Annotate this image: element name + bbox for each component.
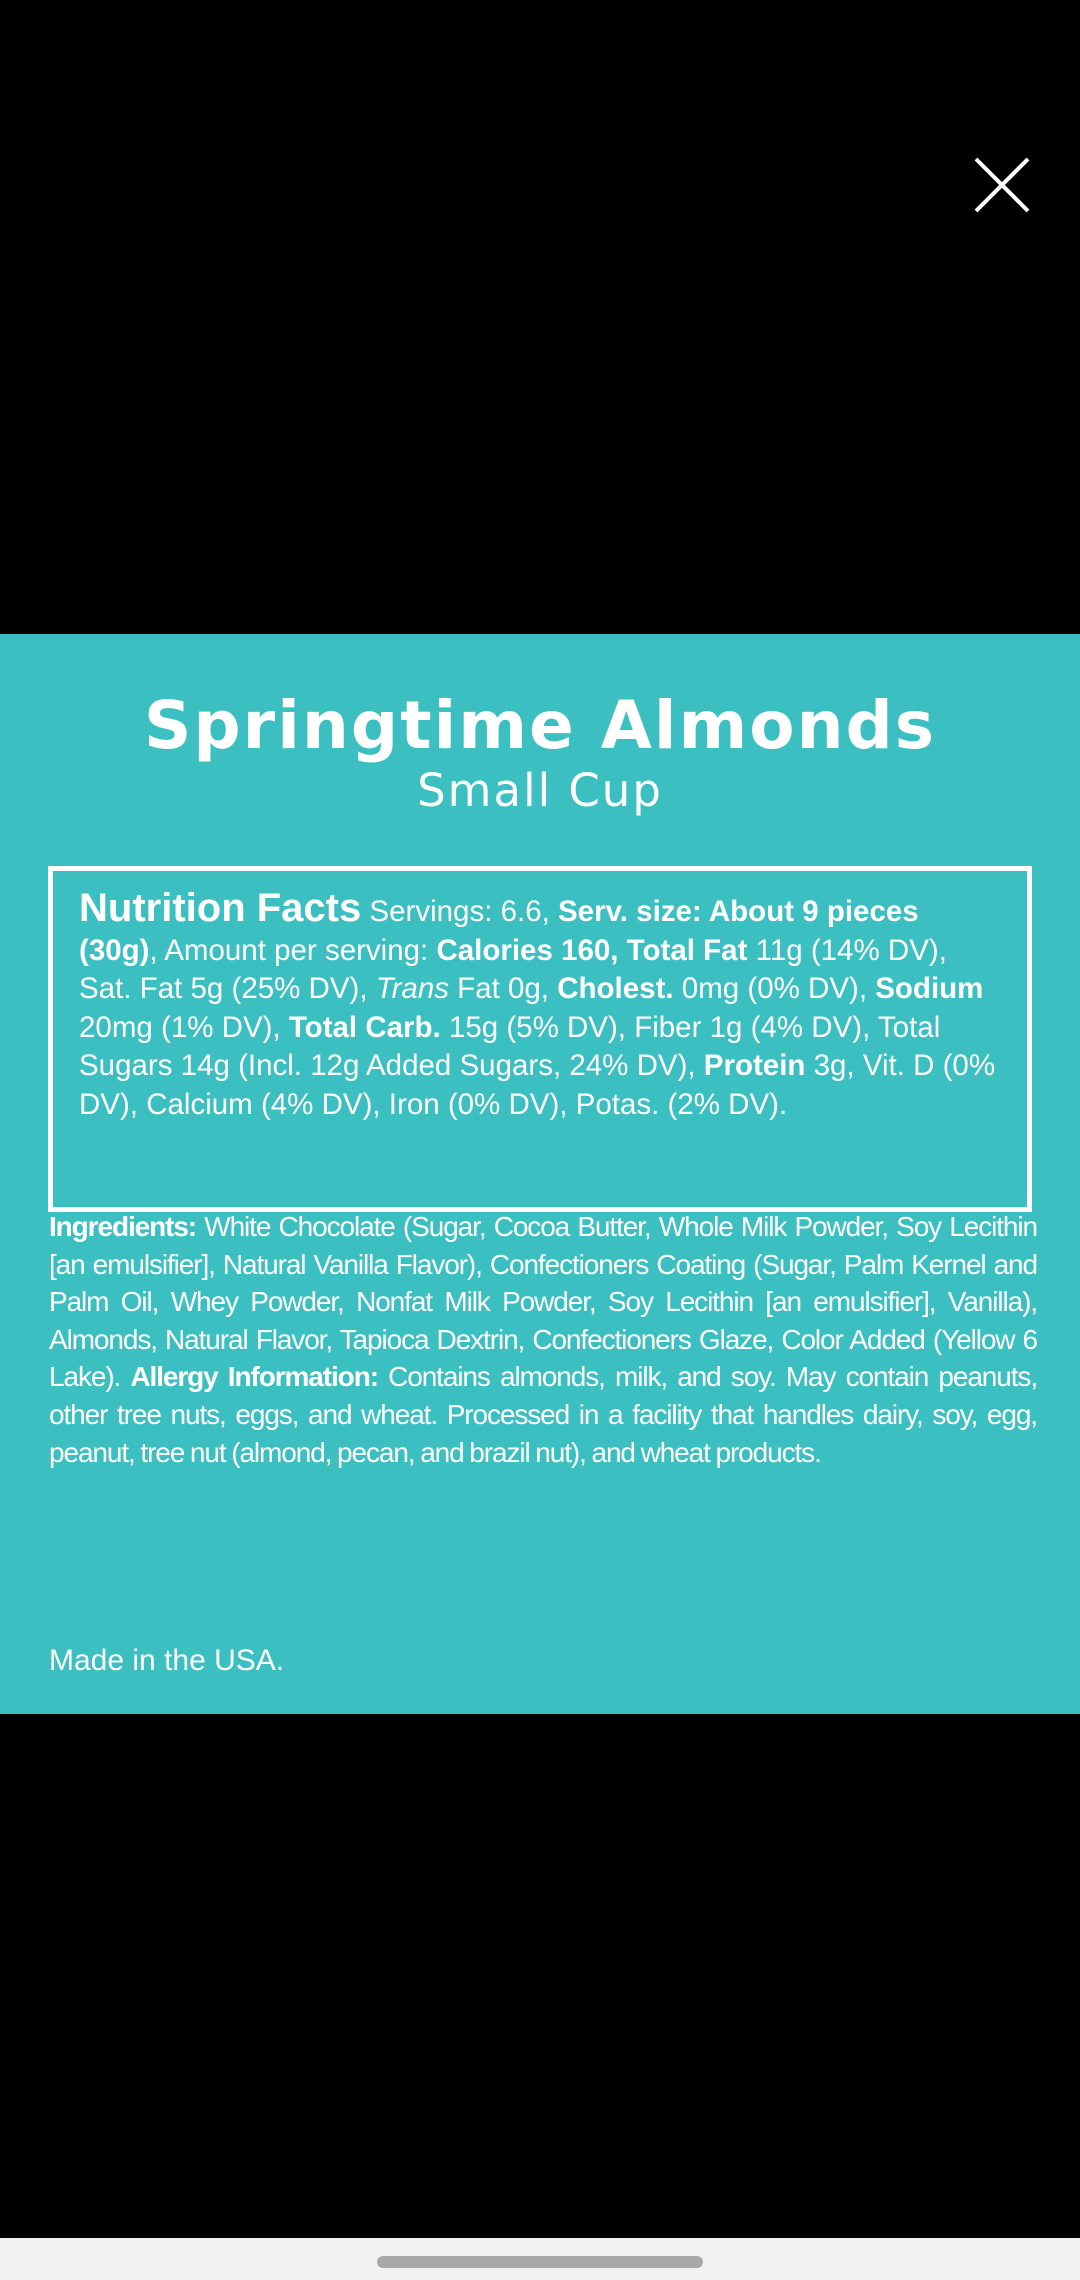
servings-text: Servings: 6.6, (361, 895, 558, 928)
ingredients-text (49, 1208, 1037, 1471)
calories-text: Calories 160, (436, 933, 627, 967)
ingredients-label: Ingredients: (49, 1211, 197, 1242)
product-title: Springtime Almonds (143, 687, 937, 764)
home-indicator[interactable] (377, 2256, 703, 2268)
close-icon[interactable] (962, 150, 1042, 220)
total-carb-value: 15g (5% DV), Fiber 1g (4% DV), Total Sugars 14g (Incl. 12g Added Sugars, 24% DV), (79, 1010, 941, 1082)
protein-label: Protein (703, 1049, 806, 1082)
total-fat-label: Total Fat (626, 933, 748, 967)
nutrition-facts-title: Nutrition Facts (79, 886, 362, 930)
close-button[interactable] (962, 150, 1042, 220)
product-subtitle: Small Cup (417, 764, 663, 817)
sodium-value: 20mg (1% DV), (79, 1010, 289, 1044)
nutrition-facts-box (48, 866, 1032, 1212)
trans-fat-value: Fat 0g, (448, 972, 558, 1005)
total-carb-label: Total Carb. (288, 1010, 441, 1044)
total-fat-value: 11g (14% DV), Sat. Fat 5g (25% DV), (79, 933, 947, 1005)
serving-size-text: Serv. size: About 9 pieces (30g) (79, 895, 919, 967)
allergy-label: Allergy Information: (130, 1361, 378, 1393)
sodium-label: Sodium (875, 972, 984, 1005)
allergy-text: Contains almonds, milk, and soy. May contain peanuts, other tree nuts, eggs, and wheat. Processed in a facility that handles dairy, soy, egg, peanut, tree nut (almond, pecan, and brazil nut), and wheat products. (49, 1361, 1037, 1468)
made-in-text: Made in the USA. (49, 1644, 285, 1677)
cholesterol-label: Cholest. (557, 972, 674, 1005)
ingredients-list: White Chocolate (Sugar, Cocoa Butter, Whole Milk Powder, Soy Lecithin [an emulsifier], Natural Vanilla Flavor), Confectioners Coating (Sugar, Palm Kernel and Palm Oil, Whey Powder, Nonfat Milk Powder, Soy Lecithin [an emulsifier], Vanilla), Almonds, Natural Flavor, Tapioca Dextrin, Confectioners Glaze, Color Added (Yellow 6 Lake). (49, 1211, 1037, 1393)
cholesterol-value: 0mg (0% DV), (673, 972, 876, 1005)
protein-value: 3g, Vit. D (0% DV), Calcium (4% DV), Iron (0% DV), Potas. (2% DV). (79, 1049, 996, 1121)
trans-label: Trans (375, 972, 449, 1005)
amount-per-serving-text: , Amount per serving: (149, 933, 437, 967)
product-info-image[interactable] (0, 634, 1080, 1714)
